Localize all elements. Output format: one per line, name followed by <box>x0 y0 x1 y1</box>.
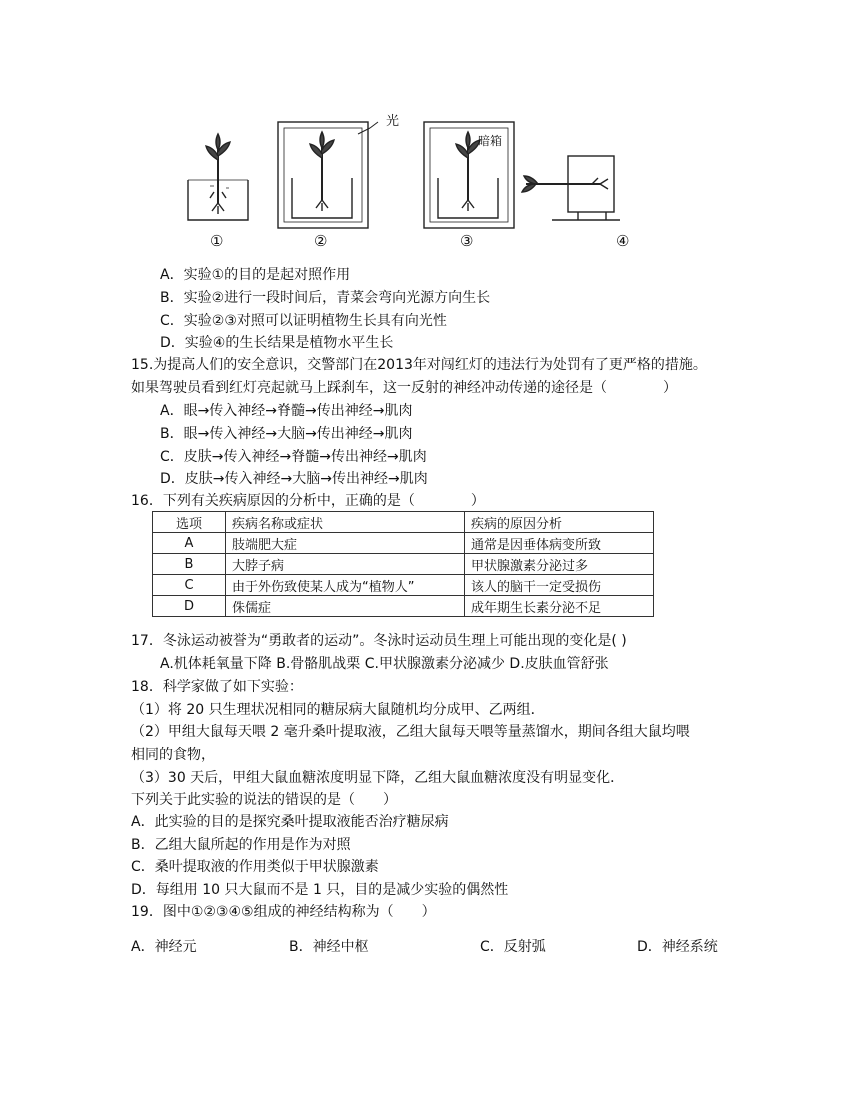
q17-options: A.机体耗氧量下降 B.骨骼肌战栗 C.甲状腺激素分泌减少 D.皮肤血管舒张 <box>160 656 609 672</box>
q14-option-b: B．实验②进行一段时间后，青菜会弯向光源方向生长 <box>160 290 491 306</box>
q18-option-c: C．桑叶提取液的作用类似于甲状腺激素 <box>131 859 379 875</box>
table-cell: 肢端肥大症 <box>226 533 465 554</box>
q18-option-a: A．此实验的目的是探究桑叶提取液能否治疗糖尿病 <box>131 814 449 830</box>
disease-table <box>152 511 654 617</box>
figure-label-1: ① <box>210 232 224 250</box>
figure-label-4: ④ <box>616 232 630 250</box>
table-row <box>153 596 654 617</box>
table-cell: D <box>153 596 226 617</box>
table-cell: A <box>153 533 226 554</box>
header-cell: 疾病名称或症状 <box>226 512 465 533</box>
figure-label-2: ② <box>314 232 328 250</box>
table-cell: 成年期生长素分泌不足 <box>465 596 654 617</box>
plant-experiments-illustration <box>180 108 630 256</box>
q19-option-b: B．神经中枢 <box>289 939 369 955</box>
q19-option-d: D．神经系统 <box>637 939 718 955</box>
table-header-row <box>153 512 654 533</box>
figure-label-3: ③ <box>460 232 474 250</box>
q17-stem: 17．冬泳运动被誉为“勇敢者的运动”。冬泳时运动员生理上可能出现的变化是( ) <box>131 633 627 649</box>
q18-step2-line2: 相同的食物， <box>131 747 215 763</box>
q19-stem: 19．图中①②③④⑤组成的神经结构称为（ ） <box>131 904 436 920</box>
table-row <box>153 554 654 575</box>
q14-option-c: C．实验②③对照可以证明植物生长具有向光性 <box>160 313 447 329</box>
darkbox-label: 暗箱 <box>478 134 503 148</box>
table-row <box>153 575 654 596</box>
q19-option-c: C．反射弧 <box>480 939 546 955</box>
table-cell: 由于外伤致使某人成为“植物人” <box>226 575 465 596</box>
q14-option-d: D．实验④的生长结果是植物水平生长 <box>160 335 394 351</box>
q18-step1: （1）将 20 只生理状况相同的糖尿病大鼠随机均分成甲、乙两组． <box>131 702 545 718</box>
table-cell: 大脖子病 <box>226 554 465 575</box>
q18-question: 下列关于此实验的说法的错误的是（ ） <box>131 792 397 808</box>
q18-option-d: D．每组用 10 只大鼠而不是 1 只，目的是减少实验的偶然性 <box>131 882 509 898</box>
q18-stem: 18．科学家做了如下实验： <box>131 679 303 695</box>
header-cell: 选项 <box>153 512 226 533</box>
table-cell: C <box>153 575 226 596</box>
table-cell: 侏儒症 <box>226 596 465 617</box>
q18-step3: （3）30 天后，甲组大鼠血糖浓度明显下降，乙组大鼠血糖浓度没有明显变化． <box>131 770 625 786</box>
header-cell: 疾病的原因分析 <box>465 512 654 533</box>
table-cell: 甲状腺激素分泌过多 <box>465 554 654 575</box>
experiment-figure <box>180 108 630 256</box>
q14-option-a: A．实验①的目的是起对照作用 <box>160 267 351 283</box>
q15-stem-line2: 如果驾驶员看到红灯亮起就马上踩刹车，这一反射的神经冲动传递的途径是（ ） <box>131 380 677 396</box>
q15-option-a: A．眼→传入神经→脊髓→传出神经→肌肉 <box>160 403 413 419</box>
q15-option-c: C．皮肤→传入神经→脊髓→传出神经→肌肉 <box>160 449 427 465</box>
q18-option-b: B．乙组大鼠所起的作用是作为对照 <box>131 837 351 853</box>
q18-step2-line1: （2）甲组大鼠每天喂 2 毫升桑叶提取液，乙组大鼠每天喂等量蒸馏水，期间各组大鼠均喂 <box>131 724 690 740</box>
table-cell: 通常是因垂体病变所致 <box>465 533 654 554</box>
table-cell: B <box>153 554 226 575</box>
light-label: 光 <box>386 114 400 129</box>
q15-option-d: D．皮肤→传入神经→大脑→传出神经→肌肉 <box>160 471 428 487</box>
q15-stem-line1: 15.为提高人们的安全意识，交警部门在2013年对闯红灯的违法行为处罚有了更严格的措施。 <box>131 357 707 373</box>
q16-stem: 16．下列有关疾病原因的分析中，正确的是（ ） <box>131 493 485 509</box>
q19-option-a: A．神经元 <box>131 939 197 955</box>
table-row <box>153 533 654 554</box>
table-cell: 该人的脑干一定受损伤 <box>465 575 654 596</box>
q15-option-b: B．眼→传入神经→大脑→传出神经→肌肉 <box>160 426 413 442</box>
